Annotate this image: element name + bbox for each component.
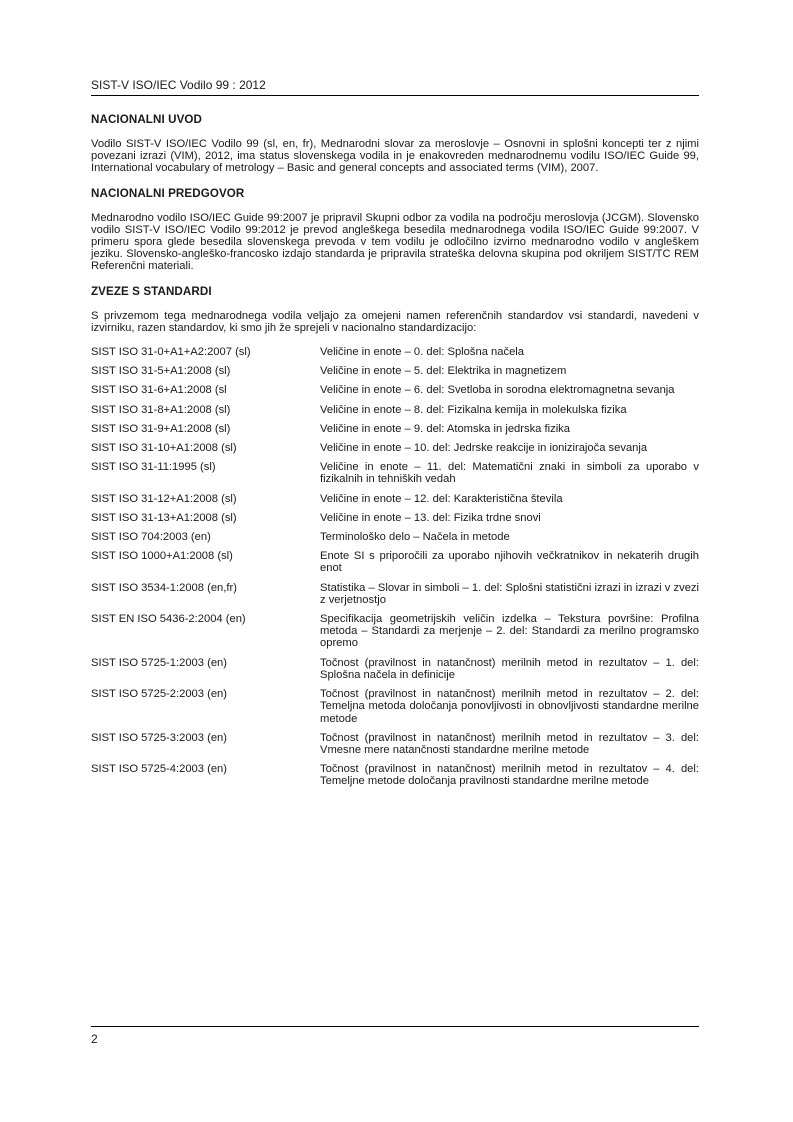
- section-paragraph: S privzemom tega mednarodnega vodila veljajo za omejeni namen referenčnih standardov vsi standardi, navedeni v izvirniku, razen standardov, ki smo jih že sprejeli v nacionalno standardizacijo:: [91, 309, 699, 334]
- standard-code: SIST ISO 5725-2:2003 (en): [91, 688, 227, 701]
- standard-code: SIST ISO 31-6+A1:2008 (sl: [91, 384, 227, 397]
- standard-description: Specifikacija geometrijskih veličin izdelka – Tekstura površine: Profilna metoda – Standardi za merjenje – 2. del: Standardi za merilno programsko opremo: [320, 613, 699, 650]
- standard-code: SIST ISO 1000+A1:2008 (sl): [91, 550, 233, 563]
- header-rule: [91, 95, 699, 96]
- table-row: [91, 442, 699, 461]
- table-row: [91, 613, 699, 657]
- standard-code: SIST ISO 31-13+A1:2008 (sl): [91, 511, 237, 524]
- table-row: [91, 688, 699, 732]
- standard-description: Statistika – Slovar in simboli – 1. del: Splošni statistični izrazi in izrazi v zvezi z verjetnostjo: [320, 581, 699, 606]
- standard-code: SIST ISO 31-5+A1:2008 (sl): [91, 365, 231, 378]
- document-header: SIST-V ISO/IEC Vodilo 99 : 2012: [91, 78, 266, 92]
- standard-code: SIST ISO 31-8+A1:2008 (sl): [91, 403, 231, 416]
- section-title: ZVEZE S STANDARDI: [91, 284, 212, 298]
- footer-rule: [91, 1026, 699, 1027]
- table-row: [91, 365, 699, 384]
- section-title: NACIONALNI UVOD: [91, 113, 202, 126]
- standard-code: SIST ISO 31-10+A1:2008 (sl): [91, 442, 237, 455]
- standard-description: Veličine in enote – 9. del: Atomska in jedrska fizika: [320, 422, 570, 435]
- section-title: NACIONALNI PREDGOVOR: [91, 186, 245, 200]
- table-row: [91, 732, 699, 763]
- section-national-foreword: [91, 187, 699, 273]
- section-standards-links: [91, 285, 699, 795]
- standard-description: Točnost (pravilnost in natančnost) merilnih metod in rezultatov – 3. del: Vmesne mere natančnosti standardne merilne metode: [320, 731, 699, 756]
- standard-description: Veličine in enote – 12. del: Karakteristična števila: [320, 492, 563, 505]
- standard-description: Veličine in enote – 0. del: Splošna načela: [320, 346, 525, 359]
- standard-code: SIST ISO 31-0+A1+A2:2007 (sl): [91, 346, 251, 359]
- table-row: [91, 657, 699, 688]
- table-row: [91, 550, 699, 581]
- document-body: [91, 113, 699, 795]
- standard-description: Veličine in enote – 5. del: Elektrika in magnetizem: [320, 365, 567, 378]
- standard-code: SIST ISO 5725-3:2003 (en): [91, 731, 227, 744]
- standard-description: Veličine in enote – 8. del: Fizikalna kemija in molekulska fizika: [320, 403, 627, 416]
- table-row: [91, 763, 699, 794]
- table-row: [91, 531, 699, 550]
- standard-description: Veličine in enote – 13. del: Fizika trdne snovi: [320, 511, 541, 524]
- standard-code: SIST ISO 704:2003 (en): [91, 531, 211, 544]
- section-paragraph: Vodilo SIST-V ISO/IEC Vodilo 99 (sl, en, fr), Mednarodni slovar za meroslovje – Osnovni in splošni koncepti ter z njimi povezani izrazi (VIM), 2012, ima status slovenskega vodila in je enakovreden mednarodnemu vodilu ISO/IEC Guide 99, International vocabulary of metrology – Basic and general concepts and associated terms (VIM), 2007.: [91, 138, 699, 175]
- table-row: [91, 404, 699, 423]
- section-national-intro: [91, 113, 699, 175]
- standard-description: Veličine in enote – 11. del: Matematični znaki in simboli za uporabo v fizikalnih in tehniških vedah: [320, 461, 699, 486]
- table-row: [91, 384, 699, 403]
- section-paragraph: Mednarodno vodilo ISO/IEC Guide 99:2007 je pripravil Skupni odbor za vodila na področju meroslovja (JCGM). Slovensko vodilo SIST-V ISO/IEC Vodilo 99:2012 je prevod angleškega besedila mednarodnega vodila ISO/IEC Guide 99:2007. V primeru spora glede besedila slovenskega prevoda v tem vodilu je odločilno izvirno mednarodno vodilo v angleškem jeziku. Slovensko-angleško-francosko izdajo standarda je pripravila strateška delovna skupina pod okriljem SIST/TC REM Referenčni materiali.: [91, 211, 699, 273]
- standard-code: SIST ISO 5725-1:2003 (en): [91, 656, 227, 669]
- page-number: 2: [91, 1032, 98, 1046]
- standard-code: SIST ISO 31-9+A1:2008 (sl): [91, 422, 231, 435]
- standard-code: SIST EN ISO 5436-2:2004 (en): [91, 613, 246, 626]
- table-row: [91, 582, 699, 613]
- table-row: [91, 493, 699, 512]
- standard-description: Veličine in enote – 6. del: Svetloba in sorodna elektromagnetna sevanja: [320, 384, 675, 397]
- standard-description: Točnost (pravilnost in natančnost) merilnih metod in rezultatov – 4. del: Temeljne metode določanja pravilnosti standardne merilne metode: [320, 763, 699, 788]
- standard-description: Terminološko delo – Načela in metode: [320, 531, 510, 544]
- standard-code: SIST ISO 31-11:1995 (sl): [91, 461, 216, 474]
- table-row: [91, 512, 699, 531]
- standard-description: Točnost (pravilnost in natančnost) merilnih metod in rezultatov – 1. del: Splošna načela in definicije: [320, 656, 699, 681]
- standards-table: [91, 346, 699, 794]
- table-row: [91, 461, 699, 492]
- standard-description: Veličine in enote – 10. del: Jedrske reakcije in ionizirajoča sevanja: [320, 442, 648, 455]
- standard-code: SIST ISO 5725-4:2003 (en): [91, 763, 227, 776]
- table-row: [91, 423, 699, 442]
- standard-code: SIST ISO 3534-1:2008 (en,fr): [91, 581, 237, 594]
- standard-description: Točnost (pravilnost in natančnost) merilnih metod in rezultatov – 2. del: Temeljna metoda določanja ponovljivosti in obnovljivosti standardne merilne metode: [320, 688, 699, 725]
- standard-description: Enote SI s priporočili za uporabo njihovih večkratnikov in nekaterih drugih enot: [320, 550, 699, 575]
- table-row: [91, 346, 699, 365]
- standard-code: SIST ISO 31-12+A1:2008 (sl): [91, 492, 237, 505]
